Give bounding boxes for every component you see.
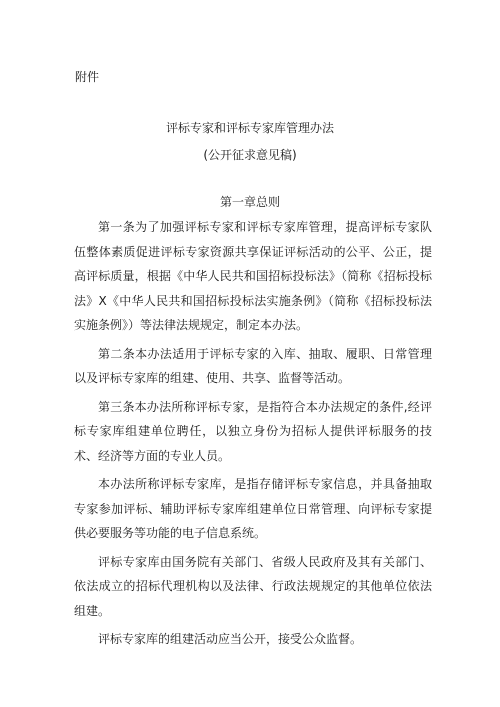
chapter-heading: 第一章总则 xyxy=(219,195,280,209)
expert-database-definition-paragraph: 本办法所称评标专家库，是指存储评标专家信息，并具备抽取专家参加评标、辅助评标专家库组建单位日常管理、向评标专家提供必要服务等功能的电子信息系统。 xyxy=(74,477,432,540)
article-2-paragraph: 第二条本办法适用于评标专家的入库、抽取、履职、日常管理以及评标专家库的组建、使用、共享、监督等活动。 xyxy=(74,346,432,385)
expert-database-organizers-paragraph: 评标专家库由国务院有关部门、省级人民政府及其有关部门、依法成立的招标代理机构以及法律、行政法规规定的其他单位依法组建。 xyxy=(74,554,432,618)
document-subtitle: (公开征求意见稿) xyxy=(203,148,297,162)
article-3-paragraph: 第三条本办法所称评标专家，是指符合本办法规定的条件,经评标专家库组建单位聘任，以独立身份为招标人提供评标服务的技术、经济等方面的专业人员。 xyxy=(74,399,432,463)
attachment-label: 附件 xyxy=(75,70,100,84)
document-body xyxy=(74,215,432,652)
article-1-paragraph: 第一条为了加强评标专家和评标专家库管理，提高评标专家队伍整体素质促进评标专家资源共享保证评标活动的公平、公正，提高评标质量，根据《中华人民共和国招标投标法》（简称《招标投标法》X《中华人民共和国招标投标法实施条例》（简称《招标投标法实施条例》）等法律法规规定，制定本办法。 xyxy=(74,220,432,332)
public-supervision-paragraph: 评标专家库的组建活动应当公开，接受公众监督。 xyxy=(98,632,363,646)
document-title: 评标专家和评标专家库管理办法 xyxy=(165,121,334,135)
